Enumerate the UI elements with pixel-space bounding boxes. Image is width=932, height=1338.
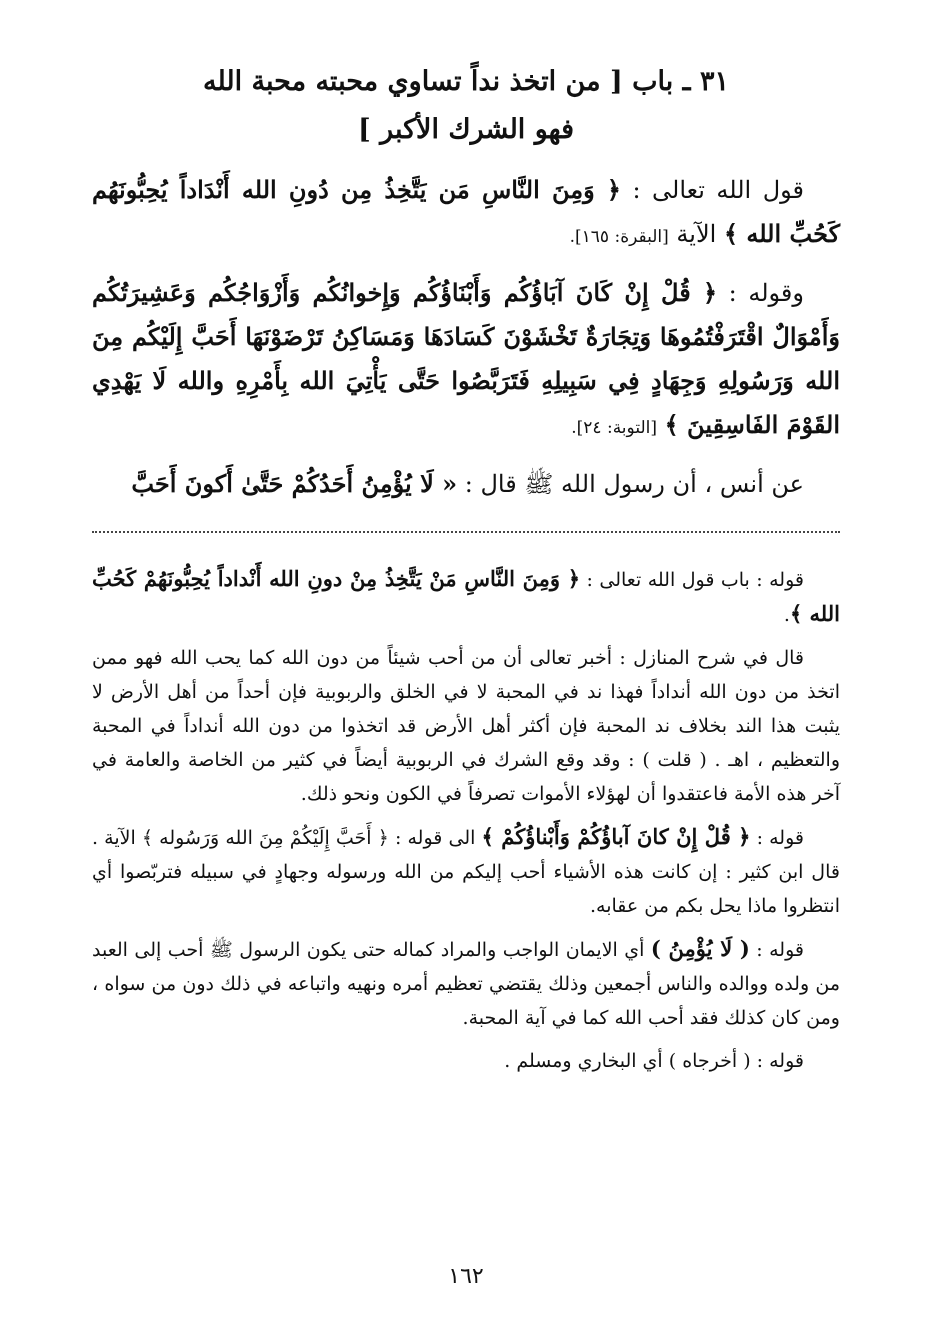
paragraph-text: قوله : ( أخرجاه ) أي البخاري ومسلم . — [504, 1050, 804, 1072]
hadith-quote: « لَا يُؤْمِنُ أَحَدُكُمْ حَتَّىٰ أَكونَ أَحَبَّ — [131, 469, 458, 498]
paragraph-tail: الآية — [668, 220, 724, 248]
paragraph-intro: قوله : — [749, 939, 804, 961]
paragraph-intro: وقوله : — [717, 279, 804, 307]
verse-reference: [البقرة: ١٦٥]. — [569, 227, 669, 247]
paragraph-tail: الى قوله : ﴿ أَحَبَّ إِلَيْكُمْ مِنَ الله وَرَسُوله ﴾ الآية . قال ابن كثير : إن كانت هذه الأشياء أحب إليكم من الله ورسوله وجهادٍ في سبيله فتربّصوا أي انتظروا ماذا يحل بكم من عقابه. — [92, 827, 840, 917]
paragraph-intro: قوله : باب قول الله تعالى : — [580, 569, 804, 591]
commentary-paragraph-5 — [92, 1044, 840, 1078]
paragraph-intro: عن أنس ، أن رسول الله ﷺ قال : — [457, 470, 804, 498]
main-paragraph-1 — [92, 168, 840, 259]
chapter-title — [80, 58, 852, 154]
page-number: ١٦٢ — [448, 1264, 484, 1289]
paragraph-tail — [657, 411, 665, 439]
commentary-paragraph-2 — [92, 641, 840, 811]
commentary-paragraph-1 — [92, 562, 840, 632]
commentary-paragraph-3 — [92, 820, 840, 923]
quran-verse: ﴿ قُلْ إِنْ كانَ آباؤُكُمْ وَأَبْناؤُكُمْ ﴾ — [481, 824, 751, 849]
chapter-title-line-1: ٣١ ـ باب [ من اتخذ نداً تساوي محبته محبة الله — [203, 66, 729, 97]
quran-verse: ﴿ قُلْ إِنْ كَانَ آبَاؤُكُم وَأَبْنَاؤُكُم وَإِخوانُكُم وَأَزْوَاجُكُم وَعَشِيرَتُكُم وَأَمْوَالٌ اقْتَرَفْتُمُوهَا وَتِجَارَةٌ تَخْشَوْنَ كَسَادَهَا وَمَسَاكِنُ تَرْضَوْنَهَا أَحَبَّ إِلَيْكُم مِنَ الله وَرَسُولِهِ وَجِهَادٍ فِي سَبِيلِهِ فَتَرَبَّصُوا حَتَّى يَأْتِيَ الله بِأَمْرِهِ والله لَا يَهْدِي القَوْمَ الفَاسِقِينَ ﴾ — [92, 278, 840, 439]
footnote-divider — [92, 531, 840, 533]
paragraph-intro: قول الله تعالى : — [620, 176, 805, 204]
verse-reference: [التوبة: ٢٤]. — [571, 418, 657, 438]
quran-verse: ﴿ وَمِنَ النَّاسِ مَن يَتَّخِذُ مِن دُونِ الله أَنْدَاداً يُحِبُّونَهُم كَحُبِّ الله ﴾ — [92, 175, 840, 248]
main-paragraph-3 — [92, 462, 840, 506]
commentary-paragraph-4 — [92, 932, 840, 1035]
quran-verse: ﴿ وَمِنَ النَّاسِ مَنْ يَتَّخِذُ مِنْ دونِ الله أَنْداداً يُحِبُّونَهُمْ كَحُبِّ الله ﴾ — [92, 566, 840, 626]
paragraph-tail: أي الايمان الواجب والمراد كماله حتى يكون الرسول ﷺ أحب إلى العبد من ولده ووالده والناس أجمعين وذلك يقتضي تعظيم أمره ونهيه واتباعه في ذلك دون من سواه ، ومن كان كذلك فقد أحب الله كما في آية المحبة. — [92, 939, 840, 1029]
chapter-title-line-2: فهو الشرك الأكبر ] — [357, 114, 575, 145]
main-paragraph-2 — [92, 271, 840, 450]
paragraph-text: قال في شرح المنازل : أخبر تعالى أن من أحب شيئاً من دون الله كما يحب الله فهو ممن اتخذ من دون الله أنداداً فهذا ند في المحبة لا في الخلق والربوبية فإن أحداً من أهل الأرض لا يثبت هذا الند بخلاف ند المحبة فإن أكثر أهل الأرض قد اتخذوا من دون الله أنداداً في المحبة والتعظيم ، اهـ . ( قلت ) : وقد وقع الشرك في الربوبية أيضاً في كثير من الخاصة والعامة في آخر هذه الأمة فاعتقدوا أن لهؤلاء الأموات تصرفاً في الكون ونحو ذلك. — [92, 647, 840, 805]
hadith-quote: ( لَا يُؤْمِنُ ) — [650, 936, 750, 961]
commentary — [92, 562, 840, 1087]
main-text — [92, 168, 840, 518]
paragraph-intro: قوله : — [750, 827, 804, 849]
paragraph-tail: . — [783, 604, 790, 626]
